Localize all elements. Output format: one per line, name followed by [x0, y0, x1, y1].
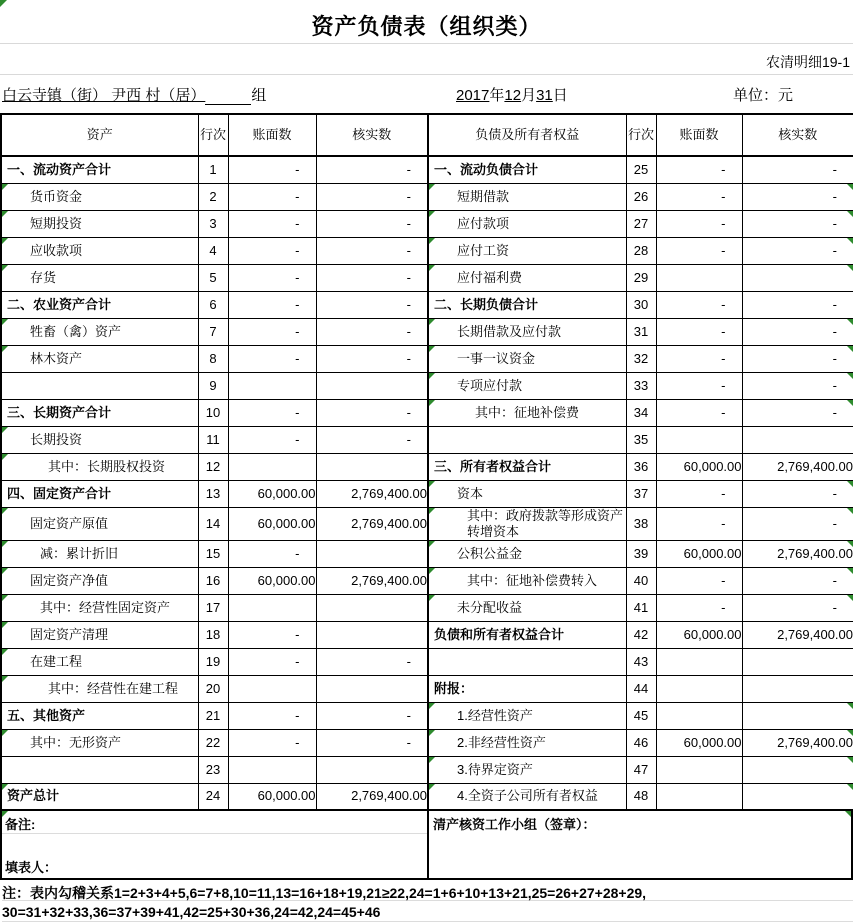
left-item-label-cell[interactable]: 货币资金: [1, 183, 198, 210]
form-code-row: [0, 43, 853, 75]
right-line-no-cell[interactable]: 27: [626, 210, 656, 237]
right-line-no-cell[interactable]: 36: [626, 453, 656, 480]
table-row: [1, 675, 853, 702]
right-line-no-cell[interactable]: 42: [626, 621, 656, 648]
left-verified-value-cell[interactable]: [316, 621, 428, 648]
left-item-label-cell[interactable]: 牲畜（禽）资产: [1, 318, 198, 345]
cell-error-triangle: [429, 730, 435, 736]
right-book-value-cell[interactable]: -: [656, 237, 742, 264]
right-verified-value-cell[interactable]: -: [742, 318, 853, 345]
left-book-value-cell[interactable]: -: [228, 183, 316, 210]
right-verified-value-cell[interactable]: [742, 648, 853, 675]
cell-error-triangle: [2, 595, 8, 601]
right-item-label-cell[interactable]: 未分配收益: [428, 594, 626, 621]
right-line-no-cell[interactable]: 40: [626, 567, 656, 594]
left-line-no-cell[interactable]: 12: [198, 453, 228, 480]
right-verified-value-cell[interactable]: -: [742, 399, 853, 426]
right-item-label-cell[interactable]: 其中：政府拨款等形成资产转增资本: [428, 507, 626, 540]
right-book-value-cell[interactable]: -: [656, 372, 742, 399]
left-item-label-cell[interactable]: 其中：无形资产: [1, 729, 198, 756]
book-value-header[interactable]: 账面数: [228, 114, 316, 156]
left-book-value-cell[interactable]: [228, 675, 316, 702]
left-line-no-cell[interactable]: 8: [198, 345, 228, 372]
left-line-no-cell[interactable]: 6: [198, 291, 228, 318]
right-line-no-cell[interactable]: 46: [626, 729, 656, 756]
right-verified-value-cell[interactable]: [742, 756, 853, 783]
right-line-no-cell[interactable]: 45: [626, 702, 656, 729]
right-item-label-cell[interactable]: 三、所有者权益合计: [428, 453, 626, 480]
cell-error-triangle: [429, 508, 435, 514]
right-verified-value-cell[interactable]: -: [742, 567, 853, 594]
left-line-no-cell[interactable]: 14: [198, 507, 228, 540]
left-line-no-cell[interactable]: 5: [198, 264, 228, 291]
right-line-no-cell[interactable]: 28: [626, 237, 656, 264]
right-verified-value-cell[interactable]: [742, 426, 853, 453]
cell-error-triangle: [847, 400, 853, 406]
cell-error-triangle: [847, 703, 853, 709]
right-verified-value-cell[interactable]: [742, 675, 853, 702]
left-book-value-cell[interactable]: 60,000.00: [228, 507, 316, 540]
cell-error-triangle: [2, 211, 8, 217]
right-verified-value-cell[interactable]: [742, 783, 853, 810]
right-item-label-cell[interactable]: 3.待界定资产: [428, 756, 626, 783]
book-value-header[interactable]: 账面数: [656, 114, 742, 156]
table-row: [1, 783, 853, 810]
right-book-value-cell[interactable]: 60,000.00: [656, 540, 742, 567]
right-line-no-cell[interactable]: 35: [626, 426, 656, 453]
left-line-no-cell[interactable]: 1: [198, 156, 228, 183]
cell-error-triangle: [847, 541, 853, 547]
cell-error-triangle: [2, 811, 8, 817]
balance-sheet-table: [0, 113, 853, 811]
right-line-no-cell[interactable]: 43: [626, 648, 656, 675]
note-line-2: 30=31+32+33,36=37+39+41,42=25+30+36,24=42,24=45+46: [2, 901, 853, 922]
form-code: 农清明细19-1: [765, 54, 850, 70]
cell-error-triangle: [847, 757, 853, 763]
left-book-value-cell[interactable]: [228, 453, 316, 480]
cell-error-triangle: [2, 238, 8, 244]
right-item-label-cell[interactable]: 2.非经营性资产: [428, 729, 626, 756]
cell-error-triangle: [847, 211, 853, 217]
right-item-label-cell[interactable]: 一、流动负债合计: [428, 156, 626, 183]
left-line-no-cell[interactable]: 21: [198, 702, 228, 729]
assets-header[interactable]: 资产: [1, 114, 198, 156]
right-item-label-cell[interactable]: 附报：: [428, 675, 626, 702]
right-item-label-cell[interactable]: 应付工资: [428, 237, 626, 264]
line-no-header[interactable]: 行次: [626, 114, 656, 156]
left-book-value-cell[interactable]: -: [228, 729, 316, 756]
cell-error-triangle: [847, 568, 853, 574]
left-verified-value-cell[interactable]: -: [316, 237, 428, 264]
cell-error-triangle: [429, 595, 435, 601]
right-book-value-cell[interactable]: -: [656, 399, 742, 426]
right-item-label-cell[interactable]: 负债和所有者权益合计: [428, 621, 626, 648]
cell-error-triangle: [847, 346, 853, 352]
left-book-value-cell[interactable]: -: [228, 210, 316, 237]
left-book-value-cell[interactable]: -: [228, 291, 316, 318]
sheet-title: 资产负债表（组织类）: [311, 14, 542, 39]
right-item-label-cell[interactable]: 公积公益金: [428, 540, 626, 567]
left-item-label-cell[interactable]: 应收款项: [1, 237, 198, 264]
left-book-value-cell[interactable]: -: [228, 318, 316, 345]
verified-value-header[interactable]: 核实数: [742, 114, 853, 156]
left-line-no-cell[interactable]: 15: [198, 540, 228, 567]
right-item-label-cell[interactable]: 资本: [428, 480, 626, 507]
left-book-value-cell[interactable]: -: [228, 702, 316, 729]
cell-error-triangle: [429, 319, 435, 325]
left-item-label-cell[interactable]: 林木资产: [1, 345, 198, 372]
cell-error-triangle: [2, 568, 8, 574]
cell-error-triangle: [2, 676, 8, 682]
left-verified-value-cell[interactable]: -: [316, 183, 428, 210]
right-line-no-cell[interactable]: 26: [626, 183, 656, 210]
left-verified-value-cell[interactable]: -: [316, 291, 428, 318]
right-line-no-cell[interactable]: 34: [626, 399, 656, 426]
verified-value-header[interactable]: 核实数: [316, 114, 428, 156]
table-row: [1, 291, 853, 318]
right-line-no-cell[interactable]: 29: [626, 264, 656, 291]
cell-error-triangle: [429, 238, 435, 244]
left-verified-value-cell[interactable]: 2,769,400.00: [316, 783, 428, 810]
right-line-no-cell[interactable]: 37: [626, 480, 656, 507]
cell-error-triangle: [847, 265, 853, 271]
cell-error-triangle: [429, 400, 435, 406]
right-item-label-cell[interactable]: [428, 648, 626, 675]
left-verified-value-cell[interactable]: -: [316, 648, 428, 675]
left-item-label-cell[interactable]: 其中：经营性在建工程: [1, 675, 198, 702]
left-item-label-cell[interactable]: 长期投资: [1, 426, 198, 453]
left-verified-value-cell[interactable]: 2,769,400.00: [316, 507, 428, 540]
table-row: [1, 210, 853, 237]
table-row: [1, 156, 853, 183]
right-line-no-cell[interactable]: 39: [626, 540, 656, 567]
right-book-value-cell[interactable]: [656, 756, 742, 783]
left-item-label-cell[interactable]: 固定资产清理: [1, 621, 198, 648]
left-line-no-cell[interactable]: 22: [198, 729, 228, 756]
check-relation-note: [0, 880, 853, 922]
table-row: [1, 426, 853, 453]
cell-error-triangle: [2, 265, 8, 271]
unit-label: 单位：元: [733, 87, 794, 104]
cell-error-triangle: [845, 811, 851, 817]
left-book-value-cell[interactable]: -: [228, 156, 316, 183]
left-verified-value-cell[interactable]: [316, 594, 428, 621]
left-verified-value-cell[interactable]: -: [316, 318, 428, 345]
right-book-value-cell[interactable]: 60,000.00: [656, 729, 742, 756]
right-book-value-cell[interactable]: -: [656, 345, 742, 372]
info-row: [0, 75, 853, 113]
left-item-label-cell[interactable]: 资产总计: [1, 783, 198, 810]
cell-error-triangle: [847, 373, 853, 379]
note-line-1: 注：表内勾稽关系1=2+3+4+5,6=7+8,10=11,13=16+18+19,21≥22,24=1+6+10+13+21,25=26+27+28+29,: [2, 880, 853, 901]
left-book-value-cell[interactable]: -: [228, 345, 316, 372]
cell-error-triangle: [2, 427, 8, 433]
cell-error-triangle: [847, 238, 853, 244]
left-item-label-cell[interactable]: [1, 756, 198, 783]
preparer-label: 填表人：: [5, 860, 58, 875]
gridline: [2, 833, 427, 834]
left-item-label-cell[interactable]: 在建工程: [1, 648, 198, 675]
cell-error-triangle: [2, 649, 8, 655]
table-row: [1, 264, 853, 291]
table-row: [1, 237, 853, 264]
table-header-row: [1, 114, 853, 156]
right-item-label-cell[interactable]: 其中：征地补偿费转入: [428, 567, 626, 594]
left-book-value-cell[interactable]: -: [228, 264, 316, 291]
left-verified-value-cell[interactable]: -: [316, 210, 428, 237]
table-row: [1, 756, 853, 783]
right-verified-value-cell[interactable]: [742, 702, 853, 729]
left-verified-value-cell[interactable]: -: [316, 264, 428, 291]
left-verified-value-cell[interactable]: -: [316, 345, 428, 372]
footer-box: [0, 811, 853, 880]
table-row: [1, 621, 853, 648]
left-item-label-cell[interactable]: 五、其他资产: [1, 702, 198, 729]
right-book-value-cell[interactable]: [656, 702, 742, 729]
left-verified-value-cell[interactable]: 2,769,400.00: [316, 567, 428, 594]
table-row: [1, 729, 853, 756]
left-book-value-cell[interactable]: [228, 594, 316, 621]
right-item-label-cell[interactable]: 其中：征地补偿费: [428, 399, 626, 426]
left-item-label-cell[interactable]: 其中：经营性固定资产: [1, 594, 198, 621]
right-verified-value-cell[interactable]: -: [742, 237, 853, 264]
left-verified-value-cell[interactable]: -: [316, 399, 428, 426]
left-verified-value-cell[interactable]: 2,769,400.00: [316, 480, 428, 507]
left-line-no-cell[interactable]: 24: [198, 783, 228, 810]
right-line-no-cell[interactable]: 48: [626, 783, 656, 810]
workgroup-sign-cell[interactable]: [429, 811, 851, 878]
cell-error-triangle: [2, 622, 8, 628]
right-line-no-cell[interactable]: 38: [626, 507, 656, 540]
right-book-value-cell[interactable]: -: [656, 567, 742, 594]
right-book-value-cell[interactable]: [656, 426, 742, 453]
right-line-no-cell[interactable]: 25: [626, 156, 656, 183]
table-row: [1, 648, 853, 675]
cell-error-triangle: [847, 319, 853, 325]
right-book-value-cell[interactable]: [656, 648, 742, 675]
right-line-no-cell[interactable]: 41: [626, 594, 656, 621]
left-item-label-cell[interactable]: 四、固定资产合计: [1, 480, 198, 507]
right-book-value-cell[interactable]: -: [656, 156, 742, 183]
cell-error-triangle: [2, 346, 8, 352]
right-item-label-cell[interactable]: 短期借款: [428, 183, 626, 210]
right-item-label-cell[interactable]: 专项应付款: [428, 372, 626, 399]
left-line-no-cell[interactable]: 11: [198, 426, 228, 453]
left-book-value-cell[interactable]: -: [228, 621, 316, 648]
left-line-no-cell[interactable]: 18: [198, 621, 228, 648]
left-book-value-cell[interactable]: [228, 756, 316, 783]
right-book-value-cell[interactable]: -: [656, 480, 742, 507]
left-item-label-cell[interactable]: 二、农业资产合计: [1, 291, 198, 318]
right-book-value-cell[interactable]: -: [656, 318, 742, 345]
left-item-label-cell[interactable]: 固定资产净值: [1, 567, 198, 594]
cell-error-triangle: [429, 265, 435, 271]
right-verified-value-cell[interactable]: -: [742, 507, 853, 540]
left-book-value-cell[interactable]: 60,000.00: [228, 567, 316, 594]
remarks-cell[interactable]: [2, 811, 429, 878]
right-book-value-cell[interactable]: [656, 783, 742, 810]
cell-error-triangle: [2, 184, 8, 190]
right-item-label-cell[interactable]: 应付款项: [428, 210, 626, 237]
cell-error-triangle: [2, 319, 8, 325]
table-row: [1, 372, 853, 399]
table-row: [1, 399, 853, 426]
right-line-no-cell[interactable]: 47: [626, 756, 656, 783]
table-row: [1, 702, 853, 729]
cell-error-triangle: [847, 595, 853, 601]
group-blank-underline[interactable]: [205, 89, 251, 105]
cell-error-triangle: [2, 541, 8, 547]
left-item-label-cell[interactable]: 固定资产原值: [1, 507, 198, 540]
right-verified-value-cell[interactable]: -: [742, 372, 853, 399]
cell-error-triangle: [847, 730, 853, 736]
right-book-value-cell[interactable]: -: [656, 183, 742, 210]
left-line-no-cell[interactable]: 2: [198, 183, 228, 210]
left-item-label-cell[interactable]: 存货: [1, 264, 198, 291]
right-verified-value-cell[interactable]: [742, 264, 853, 291]
left-item-label-cell[interactable]: 减：累计折旧: [1, 540, 198, 567]
right-book-value-cell[interactable]: -: [656, 507, 742, 540]
right-book-value-cell[interactable]: 60,000.00: [656, 621, 742, 648]
right-item-label-cell[interactable]: 长期借款及应付款: [428, 318, 626, 345]
right-line-no-cell[interactable]: 44: [626, 675, 656, 702]
right-book-value-cell[interactable]: -: [656, 594, 742, 621]
table-row: [1, 567, 853, 594]
cell-error-triangle: [429, 784, 435, 790]
cell-error-triangle: [429, 703, 435, 709]
left-line-no-cell[interactable]: 16: [198, 567, 228, 594]
left-line-no-cell[interactable]: 23: [198, 756, 228, 783]
cell-error-triangle: [429, 481, 435, 487]
org-name-field[interactable]: 白云寺镇（街） 尹西 村（居） 组: [2, 87, 267, 104]
liabilities-header[interactable]: 负债及所有者权益: [428, 114, 626, 156]
left-item-label-cell[interactable]: 一、流动资产合计: [1, 156, 198, 183]
left-verified-value-cell[interactable]: [316, 453, 428, 480]
left-verified-value-cell[interactable]: -: [316, 729, 428, 756]
cell-error-triangle: [429, 184, 435, 190]
line-no-header[interactable]: 行次: [198, 114, 228, 156]
cell-error-triangle: [429, 211, 435, 217]
left-verified-value-cell[interactable]: [316, 540, 428, 567]
left-item-label-cell[interactable]: 其中：长期股权投资: [1, 453, 198, 480]
left-line-no-cell[interactable]: 10: [198, 399, 228, 426]
right-verified-value-cell[interactable]: -: [742, 183, 853, 210]
left-verified-value-cell[interactable]: -: [316, 426, 428, 453]
left-verified-value-cell[interactable]: [316, 756, 428, 783]
left-line-no-cell[interactable]: 3: [198, 210, 228, 237]
cell-error-triangle: [2, 454, 8, 460]
right-item-label-cell[interactable]: 应付福利费: [428, 264, 626, 291]
left-book-value-cell[interactable]: 60,000.00: [228, 783, 316, 810]
right-book-value-cell[interactable]: -: [656, 210, 742, 237]
right-item-label-cell[interactable]: 4.全资子公司所有者权益: [428, 783, 626, 810]
left-item-label-cell[interactable]: 三、长期资产合计: [1, 399, 198, 426]
cell-error-triangle: [0, 0, 7, 7]
right-verified-value-cell[interactable]: 2,769,400.00: [742, 540, 853, 567]
left-line-no-cell[interactable]: 7: [198, 318, 228, 345]
right-item-label-cell[interactable]: 二、长期负债合计: [428, 291, 626, 318]
left-line-no-cell[interactable]: 9: [198, 372, 228, 399]
left-item-label-cell[interactable]: [1, 372, 198, 399]
cell-error-triangle: [429, 346, 435, 352]
right-verified-value-cell[interactable]: -: [742, 345, 853, 372]
table-row: [1, 480, 853, 507]
cell-error-triangle: [847, 481, 853, 487]
workgroup-label: 清产核资工作小组（签章）：: [433, 817, 596, 832]
right-book-value-cell[interactable]: [656, 675, 742, 702]
cell-error-triangle: [2, 508, 8, 514]
table-row: [1, 507, 853, 540]
table-row: [1, 345, 853, 372]
cell-error-triangle: [847, 184, 853, 190]
right-verified-value-cell[interactable]: -: [742, 156, 853, 183]
right-verified-value-cell[interactable]: 2,769,400.00: [742, 729, 853, 756]
cell-error-triangle: [2, 730, 8, 736]
left-book-value-cell[interactable]: [228, 372, 316, 399]
table-row: [1, 318, 853, 345]
left-book-value-cell[interactable]: -: [228, 540, 316, 567]
table-row: [1, 540, 853, 567]
cell-error-triangle: [429, 757, 435, 763]
left-line-no-cell[interactable]: 20: [198, 675, 228, 702]
cell-error-triangle: [429, 568, 435, 574]
left-book-value-cell[interactable]: -: [228, 399, 316, 426]
right-item-label-cell[interactable]: [428, 426, 626, 453]
right-verified-value-cell[interactable]: 2,769,400.00: [742, 621, 853, 648]
left-verified-value-cell[interactable]: -: [316, 702, 428, 729]
right-line-no-cell[interactable]: 31: [626, 318, 656, 345]
right-book-value-cell[interactable]: 60,000.00: [656, 453, 742, 480]
right-verified-value-cell[interactable]: -: [742, 291, 853, 318]
left-line-no-cell[interactable]: 17: [198, 594, 228, 621]
right-verified-value-cell[interactable]: 2,769,400.00: [742, 453, 853, 480]
right-line-no-cell[interactable]: 33: [626, 372, 656, 399]
right-book-value-cell[interactable]: [656, 264, 742, 291]
left-verified-value-cell[interactable]: -: [316, 156, 428, 183]
right-line-no-cell[interactable]: 30: [626, 291, 656, 318]
left-book-value-cell[interactable]: -: [228, 237, 316, 264]
right-item-label-cell[interactable]: 一事一议资金: [428, 345, 626, 372]
right-verified-value-cell[interactable]: -: [742, 594, 853, 621]
right-line-no-cell[interactable]: 32: [626, 345, 656, 372]
table-row: [1, 453, 853, 480]
right-verified-value-cell[interactable]: -: [742, 480, 853, 507]
left-line-no-cell[interactable]: 19: [198, 648, 228, 675]
table-row: [1, 183, 853, 210]
date-field[interactable]: 2017年12月31日: [456, 87, 568, 104]
left-book-value-cell[interactable]: -: [228, 426, 316, 453]
table-row: [1, 594, 853, 621]
cell-error-triangle: [429, 373, 435, 379]
cell-error-triangle: [429, 541, 435, 547]
remark-label: 备注:: [5, 817, 36, 832]
cell-error-triangle: [847, 784, 853, 790]
right-book-value-cell[interactable]: -: [656, 291, 742, 318]
left-line-no-cell[interactable]: 13: [198, 480, 228, 507]
cell-error-triangle: [2, 784, 8, 790]
cell-error-triangle: [847, 508, 853, 514]
left-book-value-cell[interactable]: -: [228, 648, 316, 675]
left-verified-value-cell[interactable]: [316, 675, 428, 702]
right-verified-value-cell[interactable]: -: [742, 210, 853, 237]
left-item-label-cell[interactable]: 短期投资: [1, 210, 198, 237]
left-book-value-cell[interactable]: 60,000.00: [228, 480, 316, 507]
right-item-label-cell[interactable]: 1.经营性资产: [428, 702, 626, 729]
left-line-no-cell[interactable]: 4: [198, 237, 228, 264]
left-verified-value-cell[interactable]: [316, 372, 428, 399]
